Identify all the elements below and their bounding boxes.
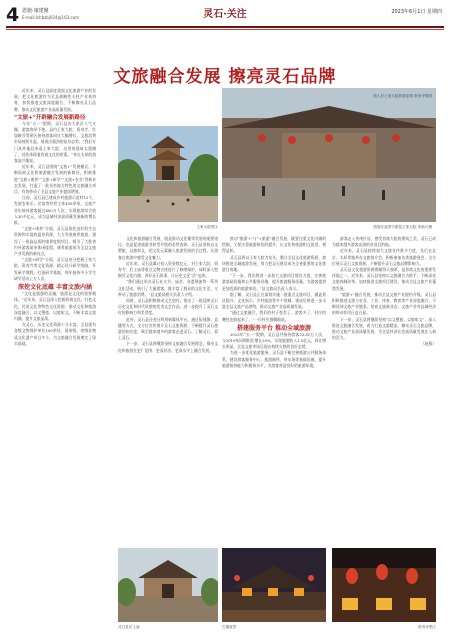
paragraph: “旅游+”融合发展，推动全县文旅产业提档升级。灵石县积极推进文旅与农业、工业、体育、教育等产业深度融合，不断延伸文旅产业链条，培育文旅新业态，文旅产业对县域经济的带动作用日益凸显。 [332, 291, 436, 316]
photo-pavilion [118, 126, 218, 222]
page-title: 灵石·关注 [203, 9, 247, 20]
paragraph: “文旅+康养”方面，灵石县依托良好的生态资源和丰富的温泉资源，大力发展康养旅游，建设了一批高品质的康养度假项目，吸引了大批省内外游客前来休闲度假，康养旅游成为全县文旅产业发展的新亮点。 [14, 226, 96, 257]
paragraph: 文化和旅游融合发展，既是推动文化繁荣发展的重要途径，也是促进旅游业转型升级的必然选择。灵石县坚持以文塑旅、以旅彰文，把文化元素融入旅游发展的全过程，让游客在旅游中感受文化魅力。 [118, 236, 218, 260]
paragraph: 今年“五一”假期，灵石县各大景区人气火爆，游客络绎不绝。县内王家大院、资寿寺、红崖峡谷等景区接待游客同比大幅增长，文旅消费市场持续升温，展现出强劲的复苏态势。“我们专门从外地赶来看王家大院，这里的建筑太震撼了，处处体现着晋商文化的厚重。”来自太原的游客高兴地说。 [14, 120, 96, 164]
editor-email: E-mail:lshbzbj024@163.com [22, 15, 79, 20]
paragraph: “文旅+研学”方面，灵石县充分挖掘王家大院、资寿寺等文化资源，精心设计研学线路，开发研学课程，打造研学基地，每年接待中小学生研学活动上万人次。 [14, 257, 96, 281]
subheading-1: “文旅+”开辟融合发展新路径 [14, 114, 86, 121]
paragraph: 近年来，灵石县累计投入资金数亿元，对王家大院、资寿寺、后土庙等重点文物古迹进行了修缮保护，同时深入挖掘其文化内涵，讲好灵石故事，让历史文化“活”起来。 [118, 260, 218, 279]
page-number: 4 [6, 4, 20, 26]
photo-caption: 古镇夜景 [222, 625, 237, 629]
subheading-2: 深挖文化底蕴 丰富文旅内涵 [17, 284, 93, 292]
paragraph: 灵石县文化旅游资源禀赋得天独厚，是晋商文化的重要发祥地之一。近年来，灵石县坚持以文旅融合为抓手，不断深化文旅体制改革，加快推进文旅项目建设，推动全县文旅产业蓬勃发展。 [332, 267, 436, 291]
article-headline: 文旅融合发展 擦亮灵石品牌 [113, 67, 337, 87]
section-name: 恩施·康建聚 [22, 8, 49, 14]
photo-caption: 游客在夜景中游览王家大院 李新兴摄 [373, 225, 432, 229]
photo-lanterns [332, 548, 436, 622]
paragraph: 下一步，灵石县将继续坚持文旅融合发展理念，推动文化和旅游在更广范围、更深层次、更高水平上融合发展。 [118, 341, 218, 353]
paragraph: 灵石县将以王家大院为龙头，整合全县文化旅游资源，加快推进全域旅游发展，努力把灵石建设成为全省重要的文化旅游目的地。 [222, 254, 326, 273]
paragraph: 推动“旅游+”与“+旅游”融合发展，既要注重文化内涵的挖掘，又要注重旅游体验的提升，让文化和旅游相互促进、相得益彰。 [222, 236, 326, 254]
paragraph: 据了解，灵石县正在谋划实施一批重点文旅项目，涵盖景区提升、文化展示、乡村旅游等多个领域，建成后将进一步丰富全县文旅产品供给，推动文旅产业高质量发展。 [222, 291, 326, 310]
author-signature: （赵燕） [420, 341, 436, 347]
photo-caption: 灵石县后土庙 [118, 625, 140, 629]
paragraph: “通过文旅融合，我们的村子变美了，游客多了，村民的腰包也鼓起来了。”一位村民感慨地说。 [222, 310, 326, 322]
photo-temple [118, 548, 218, 622]
subheading-3: 搭建服务平台 推动全域旅游 [236, 324, 312, 332]
paragraph: 近年来，灵石县持续加大文旅宣传推介力度，先后在北京、太原等地举办文旅推介会，积极参加各类旅游展会，全方位展示灵石文旅资源，不断提升灵石文旅品牌影响力。 [332, 248, 436, 266]
article-column-3 [222, 236, 326, 536]
paragraph: 在灵石，历史文化资源十分丰富。全县现有各级文物保护单位100余处，国家级、省级非物质文化遗产项目多个，为文旅融合发展奠定了坚实基础。 [14, 322, 96, 346]
paragraph: “我们通过举办灵石社火节、庙会、非遗展演等一系列文化活动，吸引了大量游客，既丰富了群众的文化生活，又带动了旅游消费。”县文旅局相关负责人介绍。 [118, 279, 218, 297]
paragraph: 目前，灵石县已建成乡村旅游示范村12个，发展农家乐、民宿等经营主体100余家，文旅产业年接待游客超过400万人次，实现旅游综合收入30多亿元，成为县域经济高质量发展新的增长极。 [14, 195, 96, 226]
photo-caption: 王家大院景区 [196, 225, 218, 229]
photo-caption: 游人在王家大院游览参观 资寿寺供图 [373, 94, 432, 98]
issue-date: 2023年6月1日 星期四 [391, 9, 442, 15]
header-rule [6, 26, 444, 28]
paragraph: 为进一步优化旅游服务，灵石县不断完善旅游公共服务体系，建设游客服务中心、旅游厕所、停车场等基础设施，提升旅游接待能力和服务水平，为游客营造良好的旅游环境。 [222, 350, 326, 368]
article-column-2 [118, 236, 218, 536]
paragraph: 此外，灵石县还充分利用新媒体平台，通过短视频、直播等方式，全方位宣传推介灵石文旅资源，不断提升灵石旅游的知名度，吸引越来越多的游客走进灵石、了解灵石、爱上灵石。 [118, 316, 218, 341]
photo-courtyard [222, 88, 436, 222]
photo-night-town [222, 548, 326, 622]
paragraph: “文化是旅游的灵魂，旅游是文化的重要载体。”近年来，灵石县深入挖掘晋商文化、红色文化、民俗文化等特色文化资源，推动文化和旅游深度融合，以文塑旅、以旅彰文，不断丰富文旅内涵，提升文旅品质。 [14, 291, 96, 321]
paragraph: “下一步，我们将进一步加大文旅项目建设力度，完善旅游基础设施和公共服务设施，提升旅游服务质量，为游客提供更加优质的旅游体验。”县文旅局负责人表示。 [222, 273, 326, 291]
photo-caption: 资寿寺景区 [418, 625, 436, 629]
header-rule-thin [6, 29, 444, 30]
paragraph: 游客走入传统民居，感受晋商大院的建筑之美，灵石已成为越来越多游客出游的首选目的地。 [332, 236, 436, 248]
article-column-4 [332, 236, 436, 544]
paragraph: 同时，灵石县积极推动文艺创作，推出了一批反映灵石历史文化和时代风貌的优秀文艺作品，进一步提升了灵石文化的影响力和美誉度。 [118, 298, 218, 316]
paragraph: 下一步，灵石县将继续坚持“以文塑旅、以旅彰文”，深入推进文旅融合发展，着力打造文旅精品，擦亮灵石文旅品牌，推动文旅产业高质量发展，为全县经济社会高质量发展注入新的活力。 [332, 316, 436, 341]
article-column-1 [14, 88, 96, 608]
paragraph: 2023年“五一”假期，灵石县共接待游客23.81万人次，与2019年同期相比增长29%，实现旅游收入1.5亿元，同比增长明显，全县文旅市场呈现出持续火热的良好态势。 [222, 331, 326, 350]
paragraph: 近年来，灵石县围绕“文旅+”发展模式，不断拓展文化和旅游融合发展的新路径，积极推进“文旅+康养”“文旅+研学”“文旅+农业”等新业态发展，打造了一批具有地方特色的文旅融合项目，有效带动了全县文旅产业提质增效。 [14, 164, 96, 195]
intro-paragraph: 近年来，灵石县高度重视文化旅游产业的发展，把文化旅游作为全县战略性支柱产业来培育，加快推进文旅深度融合，不断擦亮灵石品牌，推动文化旅游产业高质量发展。 [14, 88, 96, 112]
